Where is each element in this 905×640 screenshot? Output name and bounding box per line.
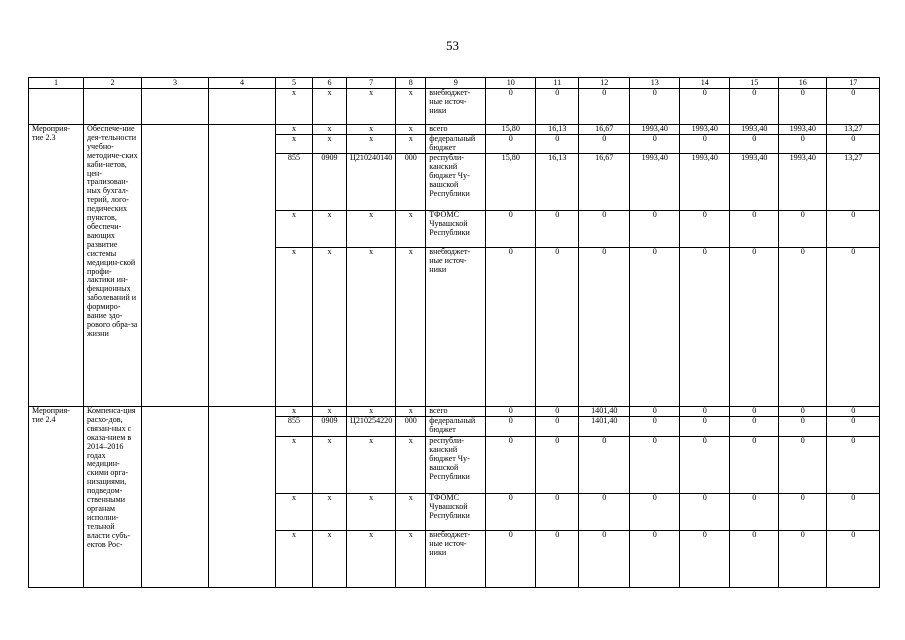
value-cell: 0 bbox=[486, 417, 536, 437]
value-cell: 0 bbox=[730, 248, 779, 407]
header-cell: 9 bbox=[426, 78, 486, 89]
header-cell: 5 bbox=[276, 78, 313, 89]
empty-cell bbox=[142, 125, 209, 407]
kbk-rz-cell: x bbox=[313, 125, 347, 135]
header-cell: 14 bbox=[680, 78, 730, 89]
kbk-gr-cell: 855 bbox=[276, 417, 313, 437]
kbk-csr-cell: Ц210254220 bbox=[347, 417, 396, 437]
empty-cell bbox=[84, 89, 142, 125]
value-cell: 15,80 bbox=[486, 125, 536, 135]
value-cell: 0 bbox=[486, 248, 536, 407]
value-cell: 0 bbox=[536, 437, 579, 494]
value-cell: 0 bbox=[630, 437, 680, 494]
value-cell: 0 bbox=[579, 531, 630, 588]
value-cell: 0 bbox=[486, 135, 536, 154]
value-cell: 0 bbox=[536, 211, 579, 248]
kbk-gr-cell: 855 bbox=[276, 154, 313, 211]
empty-cell bbox=[142, 407, 209, 588]
funding-source-cell: внебюджет-ные источ-ники bbox=[426, 89, 486, 125]
kbk-csr-cell: x bbox=[347, 248, 396, 407]
measure-name-cell: Мероприя-тие 2.3 bbox=[29, 125, 84, 407]
value-cell: 0 bbox=[730, 135, 779, 154]
value-cell: 16,13 bbox=[536, 154, 579, 211]
value-cell: 0 bbox=[536, 417, 579, 437]
kbk-vr-cell: x bbox=[396, 494, 426, 531]
header-cell: 7 bbox=[347, 78, 396, 89]
funding-source-cell: федеральный бюджет bbox=[426, 135, 486, 154]
value-cell: 0 bbox=[630, 89, 680, 125]
header-cell: 4 bbox=[209, 78, 276, 89]
kbk-csr-cell: x bbox=[347, 407, 396, 417]
value-cell: 1993,40 bbox=[779, 125, 827, 135]
kbk-csr-cell: x bbox=[347, 89, 396, 125]
value-cell: 0 bbox=[536, 494, 579, 531]
measure-description-cell: Компенса-ция расхо-дов, связан-ных с оказа-нием в 2014–2016 годах медицин-скими орга-низациями, подведом-ственными органам исполни-тельной власти субъ-ектов Рос- bbox=[84, 407, 142, 588]
value-cell: 0 bbox=[779, 135, 827, 154]
funding-source-cell: ТФОМС Чувашской Республики bbox=[426, 211, 486, 248]
value-cell: 0 bbox=[730, 407, 779, 417]
kbk-rz-cell: x bbox=[313, 248, 347, 407]
kbk-gr-cell: x bbox=[276, 494, 313, 531]
kbk-vr-cell: x bbox=[396, 437, 426, 494]
value-cell: 13,27 bbox=[827, 154, 880, 211]
kbk-rz-cell: 0909 bbox=[313, 154, 347, 211]
funding-source-cell: республи-канский бюджет Чу-вашской Республики bbox=[426, 437, 486, 494]
value-cell: 0 bbox=[827, 437, 880, 494]
value-cell: 0 bbox=[827, 407, 880, 417]
kbk-vr-cell: x bbox=[396, 531, 426, 588]
value-cell: 0 bbox=[486, 211, 536, 248]
value-cell: 0 bbox=[486, 494, 536, 531]
kbk-vr-cell: x bbox=[396, 248, 426, 407]
kbk-vr-cell: x bbox=[396, 125, 426, 135]
header-cell: 11 bbox=[536, 78, 579, 89]
kbk-rz-cell: x bbox=[313, 89, 347, 125]
header-cell: 8 bbox=[396, 78, 426, 89]
value-cell: 0 bbox=[680, 89, 730, 125]
value-cell: 0 bbox=[779, 211, 827, 248]
funding-source-cell: всего bbox=[426, 125, 486, 135]
value-cell: 0 bbox=[486, 89, 536, 125]
header-cell: 13 bbox=[630, 78, 680, 89]
value-cell: 1993,40 bbox=[680, 154, 730, 211]
value-cell: 15,80 bbox=[486, 154, 536, 211]
kbk-csr-cell: x bbox=[347, 494, 396, 531]
value-cell: 0 bbox=[579, 211, 630, 248]
value-cell: 0 bbox=[779, 89, 827, 125]
kbk-csr-cell: Ц210240140 bbox=[347, 154, 396, 211]
value-cell: 0 bbox=[730, 437, 779, 494]
value-cell: 0 bbox=[779, 531, 827, 588]
value-cell: 0 bbox=[536, 407, 579, 417]
header-cell: 3 bbox=[142, 78, 209, 89]
kbk-csr-cell: x bbox=[347, 135, 396, 154]
value-cell: 1993,40 bbox=[730, 154, 779, 211]
value-cell: 0 bbox=[779, 248, 827, 407]
kbk-rz-cell: x bbox=[313, 135, 347, 154]
page-number: 53 bbox=[446, 38, 459, 53]
header-cell: 6 bbox=[313, 78, 347, 89]
kbk-vr-cell: x bbox=[396, 89, 426, 125]
program-table bbox=[28, 77, 880, 588]
value-cell: 0 bbox=[579, 494, 630, 531]
value-cell: 0 bbox=[630, 248, 680, 407]
value-cell: 0 bbox=[730, 417, 779, 437]
header-cell: 1 bbox=[29, 78, 84, 89]
table-row bbox=[29, 89, 880, 125]
empty-cell bbox=[142, 89, 209, 125]
kbk-vr-cell: x bbox=[396, 211, 426, 248]
kbk-rz-cell: x bbox=[313, 531, 347, 588]
kbk-gr-cell: x bbox=[276, 135, 313, 154]
value-cell: 0 bbox=[680, 437, 730, 494]
header-cell: 15 bbox=[730, 78, 779, 89]
table-body bbox=[29, 78, 880, 588]
value-cell: 0 bbox=[630, 135, 680, 154]
value-cell: 13,27 bbox=[827, 125, 880, 135]
header-cell: 16 bbox=[779, 78, 827, 89]
empty-cell bbox=[209, 125, 276, 407]
value-cell: 0 bbox=[579, 135, 630, 154]
value-cell: 0 bbox=[486, 437, 536, 494]
value-cell: 0 bbox=[827, 89, 880, 125]
funding-source-cell: республи-канский бюджет Чу-вашской Республики bbox=[426, 154, 486, 211]
header-cell: 12 bbox=[579, 78, 630, 89]
measure-description-cell: Обеспече-ние дея-тельности учебно-методиче-ских каби-нетов, цен-трализован-ных бухгал-терий, лого-педических пунктов, обеспечи-вающих развитие системы медицин-ской профи-лактики ин-фекционных заболеваний и формиро-вание здо-рового обра-за жизни bbox=[84, 125, 142, 407]
funding-source-cell: федеральный бюджет bbox=[426, 417, 486, 437]
value-cell: 0 bbox=[827, 417, 880, 437]
value-cell: 0 bbox=[630, 407, 680, 417]
value-cell: 0 bbox=[730, 211, 779, 248]
value-cell: 1993,40 bbox=[630, 125, 680, 135]
value-cell: 16,67 bbox=[579, 154, 630, 211]
kbk-csr-cell: x bbox=[347, 211, 396, 248]
value-cell: 16,13 bbox=[536, 125, 579, 135]
kbk-gr-cell: x bbox=[276, 89, 313, 125]
kbk-csr-cell: x bbox=[347, 531, 396, 588]
value-cell: 16,67 bbox=[579, 125, 630, 135]
value-cell: 0 bbox=[680, 248, 730, 407]
value-cell: 0 bbox=[630, 531, 680, 588]
kbk-rz-cell: x bbox=[313, 211, 347, 248]
header-row bbox=[29, 78, 880, 89]
value-cell: 0 bbox=[680, 135, 730, 154]
kbk-gr-cell: x bbox=[276, 407, 313, 417]
value-cell: 0 bbox=[579, 248, 630, 407]
funding-source-cell: внебюджет-ные источ-ники bbox=[426, 248, 486, 407]
value-cell: 0 bbox=[779, 494, 827, 531]
measure-name-cell: Мероприя-тие 2.4 bbox=[29, 407, 84, 588]
kbk-vr-cell: x bbox=[396, 135, 426, 154]
value-cell: 0 bbox=[680, 417, 730, 437]
kbk-rz-cell: x bbox=[313, 494, 347, 531]
kbk-vr-cell: 000 bbox=[396, 417, 426, 437]
kbk-vr-cell: x bbox=[396, 407, 426, 417]
value-cell: 0 bbox=[827, 211, 880, 248]
value-cell: 0 bbox=[536, 531, 579, 588]
empty-cell bbox=[29, 89, 84, 125]
kbk-gr-cell: x bbox=[276, 248, 313, 407]
value-cell: 0 bbox=[486, 407, 536, 417]
value-cell: 0 bbox=[630, 211, 680, 248]
kbk-rz-cell: x bbox=[313, 437, 347, 494]
value-cell: 1993,40 bbox=[680, 125, 730, 135]
empty-cell bbox=[209, 89, 276, 125]
value-cell: 0 bbox=[579, 437, 630, 494]
funding-source-cell: внебюджет-ные источ-ники bbox=[426, 531, 486, 588]
value-cell: 0 bbox=[827, 248, 880, 407]
value-cell: 0 bbox=[779, 407, 827, 417]
header-cell: 17 bbox=[827, 78, 880, 89]
kbk-gr-cell: x bbox=[276, 211, 313, 248]
value-cell: 0 bbox=[730, 531, 779, 588]
value-cell: 0 bbox=[680, 407, 730, 417]
header-cell: 10 bbox=[486, 78, 536, 89]
kbk-rz-cell: 0909 bbox=[313, 417, 347, 437]
value-cell: 0 bbox=[779, 417, 827, 437]
funding-source-cell: ТФОМС Чувашской Республики bbox=[426, 494, 486, 531]
value-cell: 0 bbox=[536, 248, 579, 407]
value-cell: 1401,40 bbox=[579, 417, 630, 437]
value-cell: 0 bbox=[536, 135, 579, 154]
kbk-csr-cell: x bbox=[347, 125, 396, 135]
value-cell: 0 bbox=[579, 89, 630, 125]
kbk-csr-cell: x bbox=[347, 437, 396, 494]
value-cell: 0 bbox=[827, 531, 880, 588]
kbk-gr-cell: x bbox=[276, 437, 313, 494]
value-cell: 0 bbox=[827, 494, 880, 531]
funding-source-cell: всего bbox=[426, 407, 486, 417]
value-cell: 1993,40 bbox=[630, 154, 680, 211]
kbk-vr-cell: 000 bbox=[396, 154, 426, 211]
value-cell: 0 bbox=[630, 494, 680, 531]
kbk-rz-cell: x bbox=[313, 407, 347, 417]
value-cell: 0 bbox=[536, 89, 579, 125]
value-cell: 0 bbox=[680, 211, 730, 248]
kbk-gr-cell: x bbox=[276, 125, 313, 135]
table-row bbox=[29, 125, 880, 135]
kbk-gr-cell: x bbox=[276, 531, 313, 588]
table-row bbox=[29, 407, 880, 417]
value-cell: 0 bbox=[680, 494, 730, 531]
header-cell: 2 bbox=[84, 78, 142, 89]
value-cell: 0 bbox=[779, 437, 827, 494]
value-cell: 0 bbox=[630, 417, 680, 437]
empty-cell bbox=[209, 407, 276, 588]
value-cell: 1993,40 bbox=[730, 125, 779, 135]
value-cell: 0 bbox=[827, 135, 880, 154]
value-cell: 0 bbox=[730, 494, 779, 531]
value-cell: 1993,40 bbox=[779, 154, 827, 211]
value-cell: 1401,40 bbox=[579, 407, 630, 417]
value-cell: 0 bbox=[730, 89, 779, 125]
value-cell: 0 bbox=[680, 531, 730, 588]
value-cell: 0 bbox=[486, 531, 536, 588]
